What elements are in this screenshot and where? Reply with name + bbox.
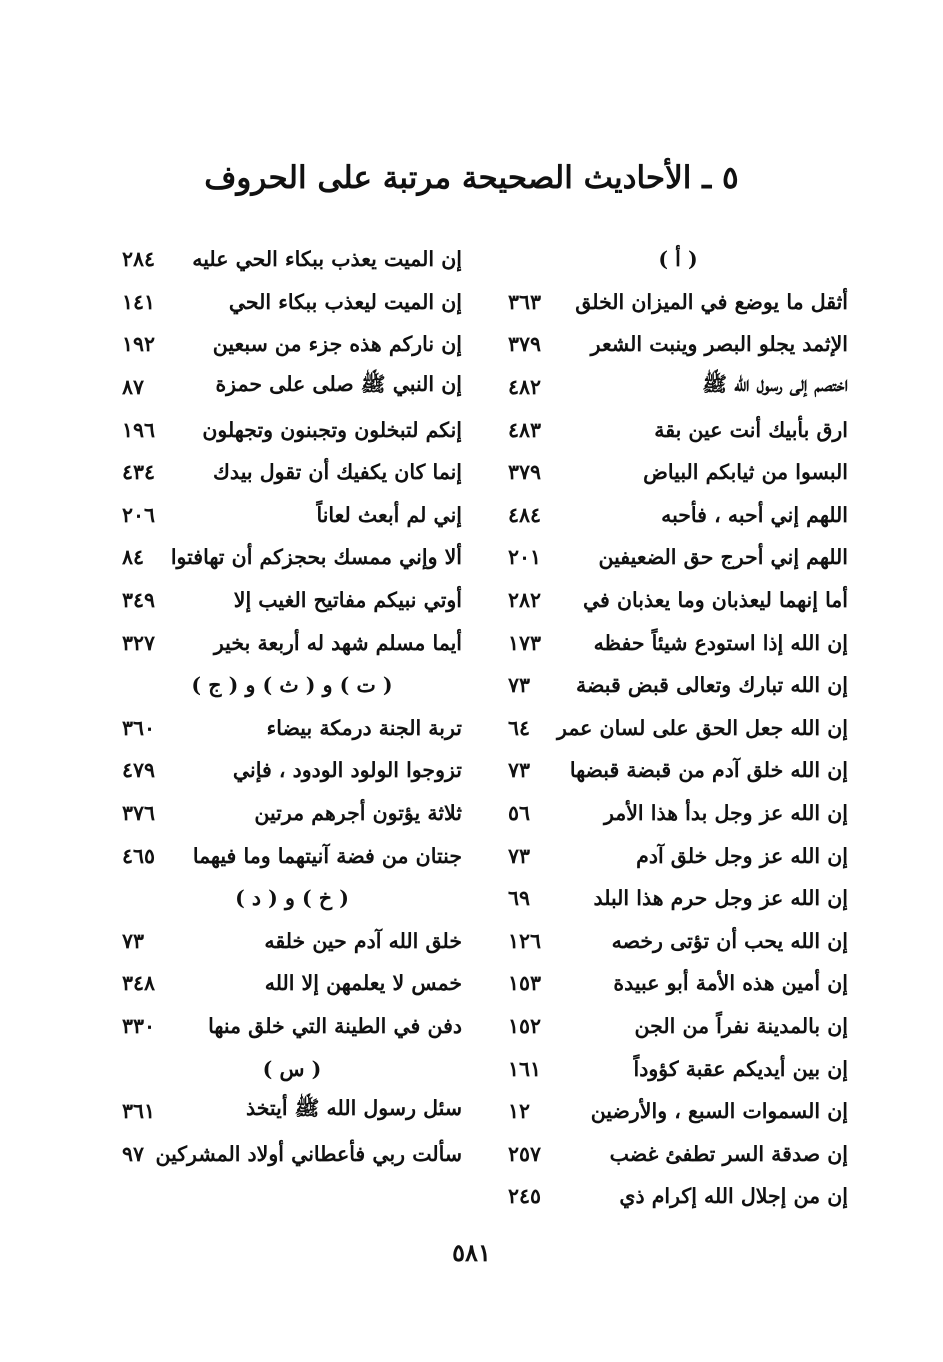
hadith-text: أيما مسلم شهد له أربعة بخير [213, 630, 462, 655]
page-reference: ١٩٦ [122, 417, 156, 442]
page-reference: ٢٠٦ [122, 502, 156, 527]
index-column-right [508, 238, 848, 1218]
hadith-index-entry [122, 834, 462, 877]
page-reference: ٣٧٦ [122, 801, 156, 826]
hadith-text: ألا وإني ممسك بحجزكم أن تهافتوا [170, 545, 462, 570]
hadith-text: إن الله جعل الحق على لسان عمر [557, 715, 848, 740]
page-reference: ١٢٦ [508, 928, 542, 953]
page-reference: ٣٤٨ [122, 971, 156, 996]
page-reference: ٣٧٩ [508, 332, 542, 357]
hadith-index-entry [122, 792, 462, 835]
index-column-left [122, 238, 462, 1175]
page-reference: ٤٦٥ [122, 843, 156, 868]
hadith-text: إن الله عز وجل حرم هذا البلد [593, 886, 848, 911]
hadith-index-entry [122, 238, 462, 281]
hadith-text: أما إنهما ليعذبان وما يعذبان في [582, 588, 848, 613]
hadith-text: إن بين أيديكم عقبة كؤوداً [633, 1056, 848, 1081]
page-reference: ٤٧٩ [122, 758, 156, 783]
page-reference: ١٩٢ [122, 332, 156, 357]
hadith-index-entry [122, 494, 462, 537]
hadith-index-entry [508, 1090, 848, 1133]
hadith-index-entry [122, 536, 462, 579]
page-reference: ١٦١ [508, 1056, 542, 1081]
page-reference: ٩٧ [122, 1141, 145, 1166]
hadith-text: ارق بأبيك أنت عين بقة [654, 417, 848, 442]
page-reference: ٢٥٧ [508, 1141, 542, 1166]
hadith-index-entry [122, 579, 462, 622]
section-letter-header: ( أ ) [658, 247, 698, 272]
page-reference: ٦٩ [508, 886, 531, 911]
hadith-index-entry [508, 962, 848, 1005]
hadith-index-entry [508, 408, 848, 451]
hadith-text: إن صدقة السر تطفئ غضب [609, 1141, 848, 1166]
hadith-text: البسوا من ثيابكم البياض [643, 460, 848, 485]
section-letter-header: ( خ ) و ( د ) [235, 886, 349, 911]
hadith-index-entry [122, 920, 462, 963]
page-reference: ٤٣٤ [122, 460, 156, 485]
page-reference: ٣٣٠ [122, 1013, 156, 1038]
hadith-text: ثلاثة يؤتون أجرهم مرتين [254, 801, 462, 826]
page-reference: ٣٦١ [122, 1099, 156, 1124]
hadith-text: إن الله عز وجل بدأ هذا الأمر [603, 801, 848, 826]
hadith-index-entry [508, 536, 848, 579]
hadith-index-entry [508, 621, 848, 664]
hadith-index-entry [508, 664, 848, 707]
hadith-text: إن من إجلال الله إكرام ذي [619, 1184, 848, 1209]
page-reference: ٣٦٣ [508, 289, 542, 314]
page-reference: ٤٨٤ [508, 502, 542, 527]
page-reference: ١٤١ [122, 289, 156, 314]
hadith-index-entry [508, 877, 848, 920]
hadith-text: جنتان من فضة آنيتهما وما فيهما [192, 843, 462, 868]
hadith-index-entry [122, 1090, 462, 1133]
hadith-text: اللهم إني أحرج حق الضعيفين [598, 545, 848, 570]
hadith-index-entry [122, 1005, 462, 1048]
page-reference: ٨٧ [122, 375, 145, 400]
hadith-text: إني لم أبعث لعاناً [316, 502, 462, 527]
hadith-text: إن بالمدينة نفراً من الجن [634, 1013, 848, 1038]
hadith-text: إن الميت ليعذب ببكاء الحي [228, 289, 462, 314]
page-reference: ٣٤٩ [122, 588, 156, 613]
page-reference: ٢٤٥ [508, 1184, 542, 1209]
page-reference: ٧٣ [122, 928, 145, 953]
hadith-index-entry [508, 792, 848, 835]
hadith-text: إن السموات السبع ، والأرضين [590, 1099, 848, 1124]
hadith-text: إن الله عز وجل خلق آدم [636, 843, 848, 868]
hadith-text: أوتي نبيكم مفاتيح الغيب إلا [233, 588, 462, 613]
hadith-text: تزوجوا الولود الودود ، فإني [232, 758, 462, 783]
page-reference: ٣٢٧ [122, 630, 156, 655]
hadith-text: إن الله خلق آدم من قبضة قبضها [569, 758, 848, 783]
hadith-text: سألت ربي فأعطاني أولاد المشركين [155, 1141, 462, 1166]
hadith-text: دفن في الطينة التي خلق منها [208, 1013, 462, 1038]
section-letter-header: ( س ) [262, 1056, 322, 1081]
hadith-text: الإثمد يجلو البصر وينبت الشعر [590, 332, 848, 357]
page-reference: ٢٠١ [508, 545, 542, 570]
hadith-index-entry [508, 1175, 848, 1218]
hadith-index-entry [508, 1132, 848, 1175]
page-reference: ٣٧٩ [508, 460, 542, 485]
hadith-index-entry [122, 707, 462, 750]
page-reference: ٦٤ [508, 715, 531, 740]
hadith-text: أثقل ما يوضع في الميزان الخلق [575, 289, 848, 314]
section-letter-header: ( ت ) و ( ث ) و ( ج ) [191, 673, 393, 698]
hadith-text: إنما كان يكفيك أن تقول بيدك [213, 460, 462, 485]
hadith-text: إن الميت يعذب ببكاء الحي عليه [192, 247, 462, 272]
hadith-text: اللهم إني أحبه ، فأحبه [661, 502, 848, 527]
hadith-index-entry [508, 494, 848, 537]
hadith-index-entry [122, 323, 462, 366]
hadith-index-entry [508, 920, 848, 963]
hadith-text: إن النبي ﷺ صلى على حمزة [215, 372, 462, 397]
hadith-text: سئل رسول الله ﷺ أيتخذ [245, 1096, 462, 1121]
hadith-index-entry [122, 451, 462, 494]
page-reference: ١٥٢ [508, 1013, 542, 1038]
hadith-index-entry [122, 408, 462, 451]
hadith-index-entry [122, 749, 462, 792]
page-reference: ٨٤ [122, 545, 145, 570]
hadith-index-entry [122, 281, 462, 324]
page-reference: ٧٣ [508, 758, 531, 783]
hadith-index-entry [508, 749, 848, 792]
hadith-text: إنكم لتبخلون وتجبنون وتجهلون [202, 417, 462, 442]
hadith-index-entry [508, 281, 848, 324]
hadith-index-entry [122, 1132, 462, 1175]
hadith-index-entry [122, 366, 462, 409]
hadith-index-entry [122, 621, 462, 664]
hadith-index-entry [508, 323, 848, 366]
hadith-index-entry [508, 579, 848, 622]
hadith-text: إن الله إذا استودع شيئاً حفظه [593, 630, 848, 655]
page-reference: ١٢ [508, 1099, 531, 1124]
hadith-index-entry [508, 707, 848, 750]
hadith-text: إن الله تبارك وتعالى قبض قبضة [575, 673, 848, 698]
hadith-text: خمس لا يعلمهن إلا الله [264, 971, 462, 996]
page-reference: ٤٨٣ [508, 417, 542, 442]
hadith-index-entry [122, 962, 462, 1005]
hadith-text: تربة الجنة درمكة بيضاء [266, 715, 462, 740]
page-reference: ٧٣ [508, 673, 531, 698]
page-reference: ٥٦ [508, 801, 531, 826]
page-reference: ٣٦٠ [122, 715, 156, 740]
hadith-text: إن أمين هذه الأمة أبو عبيدة [613, 971, 848, 996]
hadith-index-entry [508, 1005, 848, 1048]
hadith-text: إن الله يحب أن تؤتى رخصه [611, 928, 848, 953]
page-title: ٥ ـ الأحاديث الصحيحة مرتبة على الحروف [204, 160, 739, 196]
page-reference: ٤٨٢ [508, 375, 542, 400]
hadith-index-entry [508, 366, 848, 409]
hadith-index-entry [508, 1047, 848, 1090]
hadith-index-entry [508, 451, 848, 494]
page-number: ٥٨١ [452, 1238, 491, 1267]
hadith-text: إن ناركم هذه جزء من سبعين [212, 332, 462, 357]
page-reference: ١٥٣ [508, 971, 542, 996]
page-reference: ٢٨٢ [508, 588, 542, 613]
hadith-index-entry [508, 834, 848, 877]
page-reference: ٧٣ [508, 843, 531, 868]
page-reference: ١٧٣ [508, 630, 542, 655]
page-reference: ٢٨٤ [122, 247, 156, 272]
hadith-text: خلق الله آدم حين خلقه [264, 928, 462, 953]
hadith-text: اختصم إلى رسول الله ﷺ [702, 372, 848, 397]
